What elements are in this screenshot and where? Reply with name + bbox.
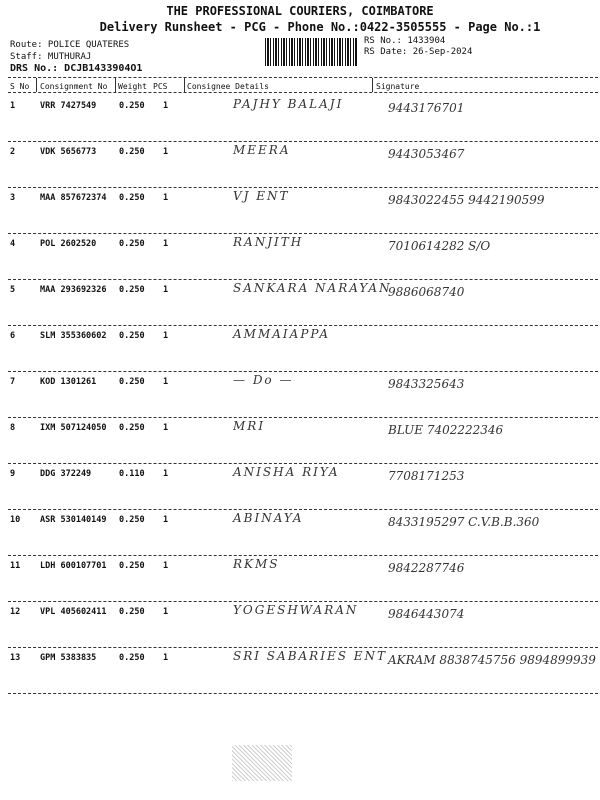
- row-divider: [8, 463, 598, 464]
- row-signature: 7010614282 S/O: [388, 239, 491, 253]
- row-consignee-name: ABINAYA: [233, 511, 304, 525]
- row-divider: [8, 693, 598, 694]
- row-sno: 4: [10, 239, 16, 249]
- row-signature: 9443053467: [388, 147, 465, 161]
- row-pcs: 1: [163, 285, 169, 295]
- row-weight: 0.250: [119, 193, 145, 203]
- row-sno: 12: [10, 607, 21, 617]
- row-pcs: 1: [163, 239, 169, 249]
- row-signature: 9843022455 9442190599: [388, 193, 545, 207]
- row-weight: 0.250: [119, 147, 145, 157]
- table-row: [8, 649, 598, 695]
- row-pcs: 1: [163, 193, 169, 203]
- row-divider: [8, 509, 598, 510]
- table-row: [8, 97, 598, 143]
- row-consignee-name: MRI: [233, 419, 266, 433]
- row-sno: 6: [10, 331, 16, 341]
- row-weight: 0.250: [119, 101, 145, 111]
- row-divider: [8, 601, 598, 602]
- row-weight: 0.250: [119, 377, 145, 387]
- row-signature: 9843325643: [388, 377, 465, 391]
- col-divider: [115, 78, 116, 92]
- row-sno: 1: [10, 101, 16, 111]
- row-consignee-name: VJ ENT: [233, 189, 290, 203]
- row-consignee-name: SRI SABARIES ENT: [233, 649, 388, 663]
- row-consignment-no: GPM 5383835: [40, 653, 97, 663]
- table-row: [8, 327, 598, 373]
- row-divider: [8, 417, 598, 418]
- row-divider: [8, 371, 598, 372]
- row-sno: 7: [10, 377, 16, 387]
- row-consignment-no: MAA 857672374: [40, 193, 107, 203]
- row-consignment-no: SLM 355360602: [40, 331, 107, 341]
- row-consignee-name: MEERA: [233, 143, 291, 157]
- row-pcs: 1: [163, 147, 169, 157]
- row-weight: 0.250: [119, 285, 145, 295]
- row-sno: 5: [10, 285, 16, 295]
- row-pcs: 1: [163, 561, 169, 571]
- row-pcs: 1: [163, 653, 169, 663]
- row-consignee-name: ANISHA RIYA: [233, 465, 340, 479]
- row-pcs: 1: [163, 377, 169, 387]
- row-consignee-name: SANKARA NARAYAN: [233, 281, 392, 295]
- row-consignment-no: VRR 7427549: [40, 101, 97, 111]
- row-divider: [8, 233, 598, 234]
- table-row: [8, 419, 598, 465]
- row-divider: [8, 141, 598, 142]
- col-divider: [184, 78, 185, 92]
- row-weight: 0.110: [119, 469, 145, 479]
- row-consignee-name: AMMAIAPPA: [233, 327, 331, 341]
- row-consignee-name: RANJITH: [233, 235, 304, 249]
- row-weight: 0.250: [119, 515, 145, 525]
- row-consignee-name: — Do —: [233, 373, 294, 387]
- table-row: [8, 511, 598, 557]
- table-row: [8, 281, 598, 327]
- row-sno: 2: [10, 147, 16, 157]
- row-consignment-no: POL 2602520: [40, 239, 97, 249]
- row-signature: 9886068740: [388, 285, 465, 299]
- row-consignment-no: DDG 372249: [40, 469, 92, 479]
- row-pcs: 1: [163, 607, 169, 617]
- row-weight: 0.250: [119, 331, 145, 341]
- runsheet-subtitle: Delivery Runsheet - PCG - Phone No.:0422-3505555 - Page No.:1: [99, 20, 541, 34]
- header-rule-bottom: [8, 92, 598, 93]
- col-divider: [36, 78, 37, 92]
- table-row: [8, 465, 598, 511]
- row-consignee-name: RKMS: [233, 557, 280, 571]
- row-signature: 7708171253: [388, 469, 465, 483]
- table-row: [8, 189, 598, 235]
- row-consignee-name: PAJHY BALAJI: [233, 97, 344, 111]
- row-signature: 9846443074: [388, 607, 465, 621]
- table-row: [8, 603, 598, 649]
- row-consignment-no: LDH 600107701: [40, 561, 107, 571]
- row-consignment-no: VPL 405602411: [40, 607, 107, 617]
- col-header-weight: Weight: [118, 82, 147, 91]
- row-weight: 0.250: [119, 607, 145, 617]
- stamp-mark: [232, 745, 292, 781]
- row-sno: 8: [10, 423, 16, 433]
- col-header-signature: Signature: [376, 82, 420, 91]
- row-sno: 13: [10, 653, 21, 663]
- row-weight: 0.250: [119, 239, 145, 249]
- staff-label: Staff: MUTHURAJ: [10, 52, 92, 62]
- row-pcs: 1: [163, 469, 169, 479]
- row-signature: 9443176701: [388, 101, 465, 115]
- table-row: [8, 557, 598, 603]
- row-weight: 0.250: [119, 561, 145, 571]
- barcode-image: [265, 38, 357, 66]
- col-header-consignment: Consignment No: [40, 82, 108, 91]
- table-row: [8, 373, 598, 419]
- row-consignment-no: ASR 530140149: [40, 515, 107, 525]
- row-consignment-no: MAA 293692326: [40, 285, 107, 295]
- row-weight: 0.250: [119, 653, 145, 663]
- row-divider: [8, 647, 598, 648]
- row-signature: BLUE 7402222346: [388, 423, 504, 437]
- header-rule-top: [8, 77, 598, 78]
- company-title: THE PROFESSIONAL COURIERS, COIMBATORE: [166, 4, 434, 18]
- row-pcs: 1: [163, 515, 169, 525]
- row-sno: 3: [10, 193, 16, 203]
- row-consignee-name: YOGESHWARAN: [233, 603, 359, 617]
- drs-number: DRS No.: DCJB1433904O1: [10, 63, 143, 74]
- col-header-consignee: Consignee Details: [187, 82, 269, 91]
- row-divider: [8, 279, 598, 280]
- row-divider: [8, 555, 598, 556]
- row-consignment-no: IXM 507124050: [40, 423, 107, 433]
- row-pcs: 1: [163, 331, 169, 341]
- row-sno: 10: [10, 515, 21, 525]
- row-divider: [8, 187, 598, 188]
- rs-date: RS Date: 26-Sep-2024: [364, 47, 473, 57]
- row-weight: 0.250: [119, 423, 145, 433]
- row-sno: 11: [10, 561, 21, 571]
- col-divider: [372, 78, 373, 92]
- route-label: Route: POLICE QUATERES: [10, 40, 130, 50]
- rs-number: RS No.: 1433904: [364, 36, 446, 46]
- row-divider: [8, 325, 598, 326]
- row-consignment-no: VDK 5656773: [40, 147, 97, 157]
- row-pcs: 1: [163, 423, 169, 433]
- row-pcs: 1: [163, 101, 169, 111]
- table-row: [8, 143, 598, 189]
- row-signature: 9842287746: [388, 561, 465, 575]
- col-header-pcs: PCS: [153, 82, 168, 91]
- row-signature: 8433195297 C.V.B.B.360: [388, 515, 540, 529]
- row-consignment-no: KOD 1301261: [40, 377, 97, 387]
- row-signature: AKRAM 8838745756 9894899939: [388, 653, 596, 667]
- table-row: [8, 235, 598, 281]
- row-sno: 9: [10, 469, 16, 479]
- col-header-sno: S No: [10, 82, 30, 91]
